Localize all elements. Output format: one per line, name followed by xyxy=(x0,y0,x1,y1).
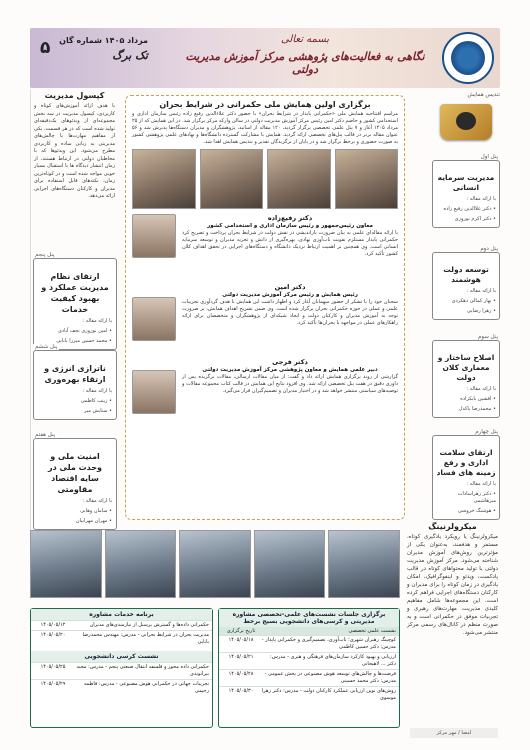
cell: ۱۴۰۵/۰۵/۱۲ xyxy=(40,622,66,628)
event-photo xyxy=(328,530,400,598)
panel-box-5 xyxy=(33,252,117,350)
header-banner xyxy=(30,28,500,88)
award-label: تندیس همایش xyxy=(467,92,500,98)
speaker-text: با ارائه مقاله‌ای علمی به بیان ضرورت بازاندیشی در نقش دولت در شرایط بحران پرداخت و تصریح کرد حکمرانی پایدار مستلزم تقویت تاب‌آوری نهادی، بهره‌گیری از دانش و تجربه مدیران و توسعه سرمایه انسانی است. وی همچنین بر اهمیت ارتباط نزدیک دانشگاه و دستگاه‌های اجرایی در تحقق اهداف کلان کشور تأکید کرد. xyxy=(182,230,398,257)
panel-title: اصلاح ساختار و معماری کلان دولت xyxy=(437,353,495,382)
table-row xyxy=(219,635,399,652)
panel-authors-label: با ارائه مقاله : xyxy=(466,481,496,487)
cell: تجربیات جهانی در حکمرانی هوش مصنوعی - مدرس: فاطمه رحیمی xyxy=(83,681,209,694)
microlearning-body: میکرولرنینگ یا رویکرد یادگیری کوتاه، مستمر و هدفمند، به‌عنوان یکی از مؤثرترین روش‌های آموزش مدیران شناخته می‌شود. مرکز آموزش مدیریت دولتی با تولید محتواهای کوتاه در قالب پادکست، ویدئو و اینفوگرافیک، امکان یادگیری در زمان کوتاه را برای مدیران و کارکنان دستگاه‌های اجرایی فراهم کرده است. این مجموعه‌ها شامل مفاهیم کلیدی مدیریت، مهارت‌های رهبری و تجربیات موفق در حکمرانی است و به صورت منظم در کانال‌های رسمی مرکز منتشر می‌شود. xyxy=(407,534,498,636)
cell: مدیریت بحران در شرایط بحرانی - مدرس: مهندس محمدرضا بابایی xyxy=(82,632,209,645)
event-photo xyxy=(179,530,251,598)
panel-author: • دکتر زهراسادات میرهاشمی xyxy=(457,491,496,504)
table-row xyxy=(31,620,212,630)
table-caption: برگزاری جلسات نشست‌های علمی-تخصصی مشاوره مدیریتی و کرسی‌های دانشجویی بسیج برخط xyxy=(219,609,399,627)
panel-box-4 xyxy=(432,429,500,520)
speaker-name: دکتر فرجی xyxy=(272,358,308,366)
cell: ۱۴۰۵/۰۵/۲۰ xyxy=(40,632,66,638)
table-caption: نشست کرسی دانشجویی xyxy=(31,651,212,662)
sessions-table xyxy=(218,608,400,728)
panel-author: • امین نوروزی نجف آبادی xyxy=(57,328,112,334)
panel-box-2 xyxy=(432,246,500,320)
cell: فرصت‌ها و چالش‌های توسعه هوش مصنوعی در بخش عمومی - مدرس: دکتر محمد حسینی xyxy=(264,671,396,684)
speaker-role: رئیس همایش و رئیس مرکز آموزش مدیریت دولتی xyxy=(222,292,358,298)
cell: ۱۴۰۵/۰۵/۲۵ xyxy=(40,664,66,670)
panel-authors-label: با ارائه مقاله : xyxy=(82,318,112,324)
speaker-portrait xyxy=(132,214,176,258)
event-photo xyxy=(335,149,399,209)
panel-tag: پنل ششم xyxy=(35,344,58,350)
panel-box-7 xyxy=(33,432,117,530)
speaker-portrait xyxy=(132,297,176,341)
event-photo xyxy=(132,149,196,209)
panel-box-3 xyxy=(432,334,500,418)
panel-tag: پنل دوم xyxy=(480,246,498,252)
newsletter-title: نگاهی به فعالیت‌های پژوهشی مرکز آموزش مدیریت دولتی xyxy=(185,50,425,76)
panel-authors-label: با ارائه مقاله : xyxy=(466,386,496,392)
panel-author: • ستایش میر xyxy=(83,408,112,414)
cell: ۱۴۰۵/۰۵/۲۸ xyxy=(228,671,254,677)
table-caption: برنامه خدمات مشاوره xyxy=(31,609,212,620)
panel-authors-label: با ارائه مقاله : xyxy=(466,288,496,294)
cell: ۱۴۰۵/۰۵/۱۸ xyxy=(228,637,254,643)
panel-box-6 xyxy=(33,344,117,420)
panel-author: • سامان وهابی xyxy=(80,508,112,514)
speaker-section-2 xyxy=(132,283,398,353)
panel-author: • هوشنگ خروشی xyxy=(457,508,496,514)
main-article xyxy=(125,95,405,520)
speaker-text: سخنان خود را با تشکر از حضور میهمانان آغاز کرد و اظهار داشت این همایش با هدف گردآوری تجربیات علمی و عملی در حوزه حکمرانی بحران برگزار شده است. وی ضمن تشریح اهداف همایش، بر ضرورت توجه به آموزش مدیران و کارکنان دولت و ایجاد شبکه‌ای از پژوهشگران و متخصصان برای ارائه راهکارهای عملی در مواجهه با بحران‌ها تأکید کرد. xyxy=(182,299,398,326)
panel-author: • افشین بابکزاده xyxy=(460,396,496,402)
col-header: نشست علمی تخصصی xyxy=(348,628,396,634)
panel-author: • بهار کمالی دهکردی xyxy=(451,298,496,304)
cell: حکمرانی داده محور و فلسفه انتقال صنعتی پنجم - مدرس: مجید بیرانوندی xyxy=(76,664,209,677)
center-logo xyxy=(442,32,494,84)
event-photo xyxy=(254,530,326,598)
speaker-name: دکتر امین xyxy=(274,283,306,291)
article-title: برگزاری اولین همایش ملی حکمرانی در شرایط بحران xyxy=(159,100,371,109)
speaker-role: معاون رئیس‌جمهور و رئیس سازمان اداری و استخدامی کشور xyxy=(207,223,373,229)
cell: ارزیابی و بهبود کارکرد سازمان‌های فرهنگی و هنری - مدرس: دکتر ... لاهیجانی xyxy=(270,654,396,667)
panel-tag: پنل چهارم xyxy=(475,429,498,435)
panel-tag: پنل پنجم xyxy=(35,252,55,258)
event-photo xyxy=(200,149,264,209)
panel-author: • محمدرضا پاکدل xyxy=(458,406,496,412)
panel-authors-label: با ارائه مقاله : xyxy=(466,196,496,202)
table-header xyxy=(219,627,399,635)
speaker-name: دکتر رفیع‌زاده xyxy=(267,214,313,222)
panel-title: مدیریت سرمایه انسانی xyxy=(437,173,495,192)
panel-title: امنیت ملی و وحدت ملی در سایه اقتصاد مقاومتی xyxy=(48,452,102,494)
cell: ۱۴۰۵/۰۵/۲۱ xyxy=(228,654,254,660)
capsule-title: کپسول مدیریت xyxy=(44,91,105,100)
event-photo xyxy=(267,149,331,209)
article-intro: مراسم افتتاحیه همایش ملی «حکمرانی پایدار در شرایط بحران» با حضور دکتر علاءالدین رفیع زاده رئیس سازمان اداری و استخدامی کشور و حاضم دکتر امین رئیس مرکز آموزش مدیریت دولتی در سالن وارکه مرکز برگزار شد. در این همایش که از ۲۵ مرداد ۱۴۰۵ آغاز و ۷ پنل علمی تخصصی برگزار گردید، ۱۲۰ مقاله از اساتید، پژوهشگران و مدیران دستگاه‌ها پذیرش شد و ۵۶ عنوان مقاله برتر در قالب پنل‌های تخصصی ارائه گردید. همایش با مشارکت گسترده دانشگاه‌ها و نهادهای علمی پژوهشی کشور به صورت حضوری و برخط برگزار شد و در پایان از برگزیدگان تقدیر و تندیس همایش اهدا شد. xyxy=(132,111,399,145)
panel-title: ارتقای نظام مدیریت عملکرد و بهبود کیفیت خدمات xyxy=(41,272,109,314)
panel-title: توسعه دولت هوشمند xyxy=(443,265,489,284)
speaker-text: گزارشی از روند برگزاری همایش ارائه داد و گفت: از میان مقالات ارسالی، مقالات برگزیده پس از داوری دقیق در هفت پنل تخصصی ارائه شد. وی افزود نتایج این همایش در قالب کتاب مجموعه مقالات و توصیه‌های سیاستی منتشر خواهد شد و در اختیار مدیران و تصمیم‌گیران قرار می‌گیرد. xyxy=(182,374,398,394)
header-title xyxy=(180,34,430,76)
cell: حکمرانی داده‌ها و گسترش پرسنل از نیازمندی‌های مدیران xyxy=(89,622,209,628)
table-row xyxy=(31,630,212,647)
panel-author: • دکتر علاالدین رفیع زاده xyxy=(443,206,496,212)
issue-date: مرداد ۱۴۰۵ شماره گان xyxy=(59,36,148,45)
panel-author: • زهرا رضایی xyxy=(466,308,496,314)
cell: ۱۴۰۵/۰۵/۳۰ xyxy=(228,688,254,694)
event-photo xyxy=(30,530,102,598)
microlearning-title: میکرولرنینگ xyxy=(428,522,477,531)
table-row xyxy=(219,669,399,686)
photo-strip xyxy=(30,530,400,598)
basmala: بسمه تعالی xyxy=(280,34,330,45)
panel-tag: پنل اول xyxy=(480,154,498,160)
capsule-body: با هدف ارائه آموزش‌های کوتاه و کاربردی، کپسول مدیریت در سه بخش مجموعه‌ای از ویدئوهای یک‌دقیقه‌ای تولید شده است که در هر قسمت، یکی از مفاهیم مهارت‌ها یا چالش‌های مدیریتی به زبانی ساده و کاربردی مطرح می‌شود. این ویدئوها که با مخاطبان دولتی در ارتباط هستند، از زمان انتشار دیدگاه ها با استقبال بسیار خوبی مواجه شده است و در کوتاه‌ترین زمان، نکته‌های قابل استفاده برای مدیران و کارکنان دستگاه‌های اجرایی ارائه می‌دهد. xyxy=(34,103,115,199)
speaker-section-3 xyxy=(132,358,398,422)
consulting-table xyxy=(30,608,213,728)
microlearning-box xyxy=(405,520,500,735)
trophy-image xyxy=(440,104,492,140)
panel-author: • زینب کاظمی xyxy=(80,398,112,404)
article-photos xyxy=(132,149,398,209)
cell: روش‌های نوین ارزیابی عملکرد کارکنان دولت - مدرس: دکتر زهرا موسوی xyxy=(261,688,396,701)
panel-author: • دکتر اکرم نوروزی xyxy=(454,216,496,222)
brand-label: تک برگ xyxy=(112,49,148,62)
issue-info xyxy=(38,36,148,62)
panel-box-1 xyxy=(432,154,500,228)
footer-signature: امضا / مهر مرکز xyxy=(410,728,498,738)
col-header: تاریخ برگزاری xyxy=(226,628,256,634)
event-photo xyxy=(105,530,177,598)
award-block xyxy=(432,92,500,142)
panel-author: • مهران مهرابیان xyxy=(75,518,112,524)
table-row xyxy=(31,662,212,679)
panel-title: ناترازی انرژی و ارتقاء بهره‌وری xyxy=(44,364,106,384)
table-row xyxy=(31,679,212,696)
table-row xyxy=(219,652,399,669)
speaker-role: دبیر علمی همایش و معاون پژوهشی مرکز آموزش مدیریت دولتی xyxy=(202,367,378,373)
cell: کوچینگ رهبران شهری؛ تاب‌آوری، تصمیم‌گیری و حکمرانی پایدار - مدرس: دکتر حسین کاظمی xyxy=(261,637,396,650)
table-row xyxy=(219,686,399,703)
panel-authors-label: با ارائه مقاله : xyxy=(82,498,112,504)
issue-number: ۵ xyxy=(40,38,51,58)
cell: ۱۴۰۵/۰۵/۲۹ xyxy=(40,681,66,687)
panel-authors-label: با ارائه مقاله : xyxy=(82,388,112,394)
panel-tag: پنل هفتم xyxy=(35,432,56,438)
panel-author: • محمد حسین میرزا بابایی xyxy=(56,338,112,344)
speaker-section-1 xyxy=(132,214,398,278)
panel-title: ارتقای سلامت اداری و رفع زمینه های فساد xyxy=(436,448,496,477)
speaker-portrait xyxy=(132,370,176,414)
panel-tag: پنل سوم xyxy=(478,334,498,340)
